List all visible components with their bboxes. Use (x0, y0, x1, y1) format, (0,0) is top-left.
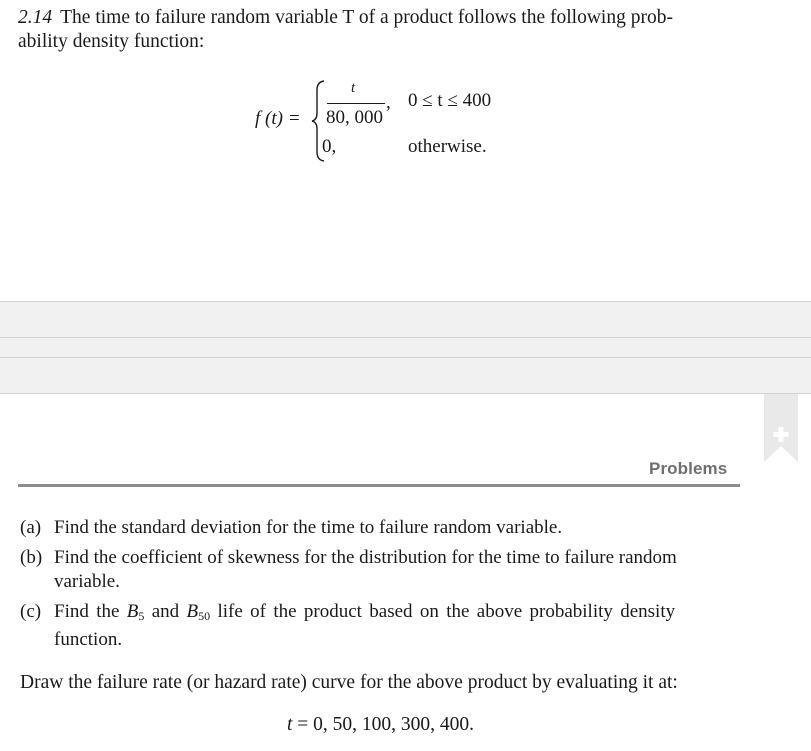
statement-line-1: 2.14 The time to failure random variable T of a product follows the following prob- (18, 7, 673, 28)
section-rule (18, 484, 740, 487)
condition-range: 0 ≤ t ≤ 400 (408, 90, 492, 111)
statement-line-2: ability density function: (18, 31, 205, 52)
item-label: (a) (20, 517, 42, 538)
sub-problem-b (20, 546, 740, 596)
section-title: Problems (649, 459, 728, 478)
gray-band (0, 301, 811, 394)
pdf-formula (255, 80, 555, 166)
sub-problem-c (20, 600, 740, 650)
item-label: (b) (20, 547, 43, 568)
problem-number: 2.14 (18, 7, 53, 28)
band-divider (0, 357, 811, 358)
band-divider (0, 337, 811, 338)
band-divider (0, 301, 811, 302)
band-divider (0, 393, 811, 394)
item-text: Find the standard deviation for the time to failure random variable. (54, 517, 563, 538)
item-label: (c) (20, 601, 42, 622)
formula-lhs: f (t) = (255, 108, 301, 129)
side-tab-button[interactable] (764, 394, 798, 462)
fraction-bar (327, 103, 385, 104)
fraction-denominator: 80, 000 (326, 107, 383, 128)
plus-icon (764, 394, 798, 462)
item-text: Find the $B_5$ and $B_{50}$ life of the product based on the above probability density function. (54, 601, 676, 650)
case-zero: 0, (322, 136, 337, 157)
condition-otherwise: otherwise. (408, 136, 487, 157)
fraction-comma: , (386, 92, 391, 113)
fraction-numerator: t (351, 80, 356, 96)
sub-problem-a (20, 516, 740, 542)
problem-statement (18, 6, 748, 54)
hazard-instruction: Draw the failure rate (or hazard rate) curve for the above product by evaluating it at: (20, 672, 678, 693)
evaluation-points: t = 0, 50, 100, 300, 400. (287, 714, 475, 735)
item-text: Find the coefficient of skewness for the distribution for the time to failure random variable. (54, 547, 677, 592)
